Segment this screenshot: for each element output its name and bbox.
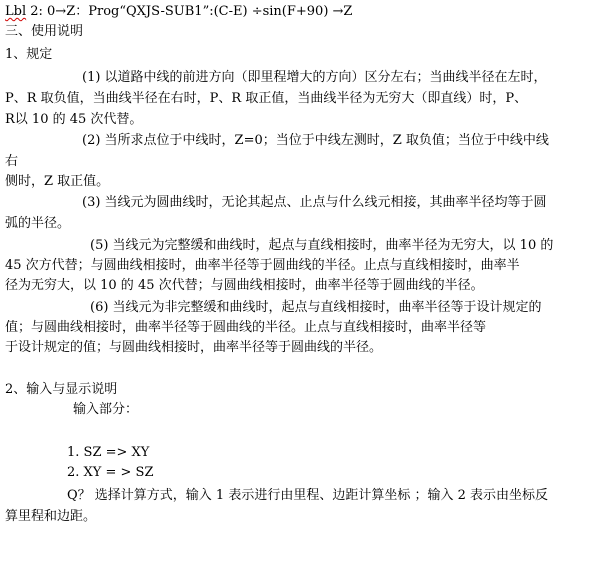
rule-6-line-3: 于设计规定的值；与圆曲线相接时，曲率半径等于圆曲线的半径。 [5, 340, 383, 355]
program-formula-line [5, 2, 352, 21]
rule-2-line-3: 侧时，Z 取正值。 [5, 174, 110, 189]
rule-1-line-3: R以 10 的 45 次代替。 [5, 112, 143, 127]
rule-3-line-2: 弧的半径。 [5, 216, 71, 231]
rule-1-line-2: P、R 取负值，当曲线半径在右时，P、R 取正值，当曲线半径为无穷大（即直线）时，P、 [5, 91, 528, 106]
rule-2-line-2: 右 [5, 154, 19, 169]
subsection-2-title: 2、输入与显示说明 [5, 382, 118, 397]
rule-5-line-1: (5) 当线元为完整缓和曲线时，起点与直线相接时，曲率半径为无穷大，以 10 的 [90, 238, 554, 253]
option-2: 2. XY = > SZ [67, 465, 154, 480]
formula-text: 2: 0→Z：Prog“QXJS-SUB1”:(C-E) ÷sin(F+90) →Z [26, 4, 353, 19]
option-1: 1. SZ => XY [67, 445, 150, 460]
rule-6-line-1: (6) 当线元为非完整缓和曲线时，起点与直线相接时，曲率半径等于设计规定的 [90, 300, 542, 315]
rule-5-line-3: 径为无穷大，以 10 的 45 次代替；与圆曲线相接时，曲率半径等于圆曲线的半径。 [5, 278, 484, 293]
prompt-line-1: Q？ 选择计算方式，输入 1 表示进行由里程、边距计算坐标 ；输入 2 表示由坐标反 [67, 488, 548, 503]
section-3-title: 三、使用说明 [5, 24, 84, 39]
subsection-1-title: 1、规定 [5, 47, 53, 62]
input-part-label: 输入部分： [73, 402, 139, 417]
prompt-line-2: 算里程和边距。 [5, 509, 97, 524]
rule-1-line-1: (1) 以道路中线的前进方向（即里程增大的方向）区分左右；当曲线半径在左时， [82, 70, 547, 85]
rule-5-line-2: 45 次方代替；与圆曲线相接时，曲率半径等于圆曲线的半径。止点与直线相接时，曲率半 [5, 258, 520, 273]
label-keyword: Lbl [5, 4, 27, 19]
rule-3-line-1: (3) 当线元为圆曲线时，无论其起点、止点与什么线元相接，其曲率半径均等于圆 [82, 195, 547, 210]
rule-6-line-2: 值；与圆曲线相接时，曲率半径等于圆曲线的半径。止点与直线相接时，曲率半径等 [5, 320, 487, 335]
rule-2-line-1: (2) 当所求点位于中线时，Z=0；当位于中线左测时，Z 取负值；当位于中线中线 [82, 133, 549, 148]
